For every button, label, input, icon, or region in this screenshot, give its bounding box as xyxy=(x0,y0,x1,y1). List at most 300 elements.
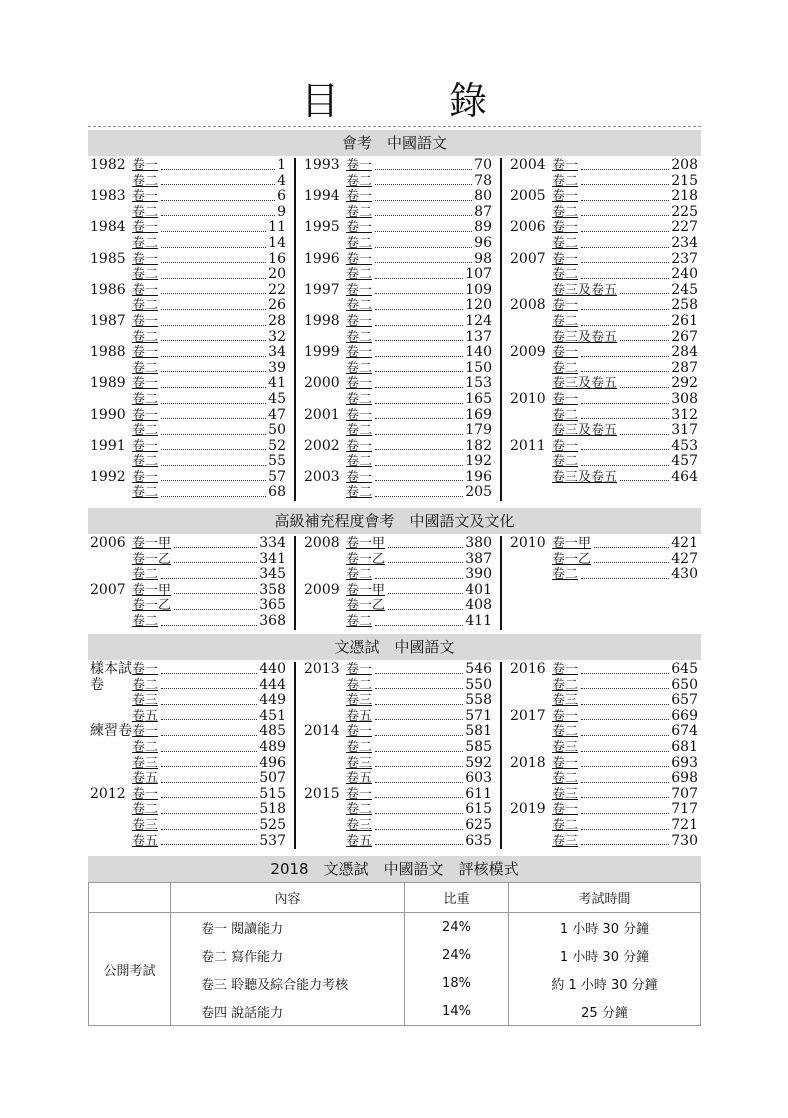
toc-entry[interactable] xyxy=(346,567,492,583)
toc-entry[interactable] xyxy=(132,536,286,552)
toc-items xyxy=(132,376,286,407)
toc-year: 1998 xyxy=(304,312,340,329)
dot-leader xyxy=(581,829,669,830)
page-number: 196 xyxy=(465,468,492,485)
toc-items xyxy=(552,536,698,583)
toc-entry[interactable] xyxy=(132,158,286,174)
toc-items xyxy=(346,536,492,583)
toc-entry[interactable] xyxy=(552,345,698,361)
paper-label: 卷三及卷五 xyxy=(552,282,618,298)
section-body xyxy=(88,536,701,630)
dot-leader xyxy=(581,719,669,720)
toc-entry[interactable] xyxy=(346,709,492,725)
toc-entry[interactable] xyxy=(346,220,492,236)
dot-leader xyxy=(161,293,266,294)
paper-label: 卷一 xyxy=(132,345,159,361)
toc-entry[interactable] xyxy=(346,485,492,501)
paper-label: 卷一乙 xyxy=(552,551,592,567)
toc-entry[interactable] xyxy=(346,361,492,377)
toc-entry[interactable] xyxy=(346,536,492,552)
page-number: 45 xyxy=(268,390,286,407)
toc-entry[interactable] xyxy=(346,598,492,614)
toc-entry[interactable] xyxy=(132,314,286,330)
dot-leader xyxy=(161,278,266,279)
toc-items xyxy=(346,345,492,376)
toc-entry[interactable] xyxy=(132,205,286,221)
paper-label: 卷一 xyxy=(552,708,579,724)
page-number: 365 xyxy=(259,597,286,614)
page-number: 730 xyxy=(671,832,698,849)
toc-items xyxy=(552,392,698,439)
paper-label: 卷一 xyxy=(552,438,579,454)
toc-entry[interactable] xyxy=(346,802,492,818)
dot-leader xyxy=(161,813,257,814)
toc-entry[interactable] xyxy=(132,330,286,346)
toc-entry[interactable] xyxy=(132,252,286,268)
dot-leader xyxy=(375,247,472,248)
toc-entry[interactable] xyxy=(346,740,492,756)
toc-entry[interactable] xyxy=(346,423,492,439)
toc-entry[interactable] xyxy=(346,787,492,803)
toc-entry[interactable] xyxy=(132,361,286,377)
paper-label: 卷一 xyxy=(346,220,373,236)
dot-leader xyxy=(388,547,463,548)
dot-leader xyxy=(375,200,472,201)
toc-group xyxy=(510,252,698,299)
toc-year: 2004 xyxy=(510,157,546,173)
table-header: 考試時間 xyxy=(509,883,701,913)
toc-entry[interactable] xyxy=(132,614,286,630)
page-number: 205 xyxy=(465,484,492,501)
paper-label: 卷三 xyxy=(132,817,159,833)
toc-entry[interactable] xyxy=(552,220,698,236)
toc-entry[interactable] xyxy=(132,376,286,392)
toc-items xyxy=(346,189,492,220)
paper-label: 卷二 xyxy=(346,677,373,693)
toc-entry[interactable] xyxy=(132,189,286,205)
toc-entry[interactable] xyxy=(132,408,286,424)
toc-entry[interactable] xyxy=(132,678,286,694)
toc-entry[interactable] xyxy=(552,709,698,725)
page-number: 430 xyxy=(671,566,698,583)
toc-entry[interactable] xyxy=(346,552,492,568)
toc-group xyxy=(304,583,492,630)
table-row xyxy=(89,997,701,1026)
page-number: 284 xyxy=(671,344,698,361)
toc-entry[interactable] xyxy=(346,158,492,174)
toc-year: 1985 xyxy=(90,250,126,267)
toc-entry[interactable] xyxy=(132,834,286,850)
dot-leader xyxy=(375,387,463,388)
toc-entry[interactable] xyxy=(552,189,698,205)
toc-year: 1993 xyxy=(304,157,340,173)
dot-leader xyxy=(161,844,257,845)
toc-group xyxy=(510,298,698,345)
toc-year: 2007 xyxy=(90,581,126,598)
dot-leader xyxy=(581,797,669,798)
toc-entry[interactable] xyxy=(552,408,698,424)
toc-entry[interactable] xyxy=(552,787,698,803)
toc-entry[interactable] xyxy=(552,756,698,772)
toc-entry[interactable] xyxy=(132,724,286,740)
toc-entry[interactable] xyxy=(552,283,698,299)
page-number: 9 xyxy=(277,203,286,220)
paper-label: 卷二 xyxy=(552,677,579,693)
page-number: 41 xyxy=(268,375,286,392)
paper-label: 卷二 xyxy=(552,204,579,220)
toc-year: 1992 xyxy=(90,468,126,485)
paper-label: 卷二 xyxy=(552,267,579,283)
toc-entry[interactable] xyxy=(552,361,698,377)
toc-entry[interactable] xyxy=(346,267,492,283)
page-number: 457 xyxy=(671,453,698,470)
toc-entry[interactable] xyxy=(346,205,492,221)
dot-leader xyxy=(375,480,463,481)
toc-entry[interactable] xyxy=(552,802,698,818)
toc-entry[interactable] xyxy=(132,220,286,236)
dot-leader xyxy=(375,262,472,263)
dot-leader xyxy=(161,387,266,388)
toc-entry[interactable] xyxy=(346,345,492,361)
toc-entry[interactable] xyxy=(552,376,698,392)
toc-entry[interactable] xyxy=(552,252,698,268)
page-number: 11 xyxy=(268,219,286,236)
dot-leader xyxy=(375,813,463,814)
content-cell: 卷二 寫作能力 xyxy=(171,941,405,969)
dot-leader xyxy=(581,418,669,419)
page-number: 32 xyxy=(268,328,286,345)
toc-entry[interactable] xyxy=(346,330,492,346)
toc-entry[interactable] xyxy=(346,392,492,408)
paper-label: 卷二 xyxy=(552,724,579,740)
time-cell: 約 1 小時 30 分鐘 xyxy=(509,969,701,997)
weight-cell: 14% xyxy=(405,997,509,1026)
toc-entry[interactable] xyxy=(132,485,286,501)
dot-leader xyxy=(620,387,669,388)
dot-leader xyxy=(161,200,275,201)
dot-leader xyxy=(161,262,266,263)
toc-entry[interactable] xyxy=(552,552,698,568)
toc-entry[interactable] xyxy=(552,678,698,694)
paper-label: 卷一 xyxy=(132,438,159,454)
toc-entry[interactable] xyxy=(346,583,492,599)
toc-entry[interactable] xyxy=(552,740,698,756)
page-number: 215 xyxy=(671,172,698,189)
page-number: 28 xyxy=(268,312,286,329)
toc-entry[interactable] xyxy=(552,423,698,439)
toc-items xyxy=(552,439,698,486)
dot-leader xyxy=(581,465,669,466)
toc-entry[interactable] xyxy=(552,158,698,174)
dot-leader xyxy=(375,356,463,357)
toc-entry[interactable] xyxy=(132,236,286,252)
paper-label: 卷二 xyxy=(132,204,159,220)
toc-entry[interactable] xyxy=(346,252,492,268)
toc-entry[interactable] xyxy=(552,174,698,190)
toc-year: 1986 xyxy=(90,281,126,298)
dot-leader xyxy=(581,403,669,404)
paper-label: 卷三及卷五 xyxy=(552,376,618,392)
dot-leader xyxy=(375,169,472,170)
page-number: 669 xyxy=(671,707,698,724)
page-number: 693 xyxy=(671,754,698,771)
toc-entry[interactable] xyxy=(346,724,492,740)
toc-entry[interactable] xyxy=(346,298,492,314)
page-number: 22 xyxy=(268,281,286,298)
page-number: 341 xyxy=(259,550,286,567)
paper-label: 卷二 xyxy=(132,485,159,501)
paper-label: 卷三 xyxy=(552,693,579,709)
toc-entry[interactable] xyxy=(552,267,698,283)
toc-entry[interactable] xyxy=(132,283,286,299)
paper-label: 卷三 xyxy=(132,755,159,771)
paper-label: 卷一 xyxy=(132,376,159,392)
toc-entry[interactable] xyxy=(552,470,698,486)
page-number: 464 xyxy=(671,468,698,485)
dot-leader xyxy=(161,340,266,341)
page-number: 137 xyxy=(465,328,492,345)
toc-entry[interactable] xyxy=(552,330,698,346)
paper-label: 卷一 xyxy=(552,298,579,314)
toc-entry[interactable] xyxy=(132,662,286,678)
table-row xyxy=(89,913,701,942)
paper-label: 卷二 xyxy=(132,423,159,439)
dot-leader xyxy=(388,609,463,610)
dot-leader xyxy=(161,751,257,752)
dot-leader xyxy=(375,434,463,435)
toc-group xyxy=(90,189,286,220)
page-number: 449 xyxy=(259,692,286,709)
toc-entry[interactable] xyxy=(132,174,286,190)
page-number: 650 xyxy=(671,676,698,693)
dot-leader xyxy=(174,609,257,610)
page-number: 57 xyxy=(268,468,286,485)
page-number: 592 xyxy=(465,754,492,771)
paper-label: 卷一 xyxy=(552,755,579,771)
page-number: 581 xyxy=(465,723,492,740)
assessment-table xyxy=(88,882,701,1026)
toc-items xyxy=(132,314,286,345)
page-number: 120 xyxy=(465,297,492,314)
toc-entry[interactable] xyxy=(132,787,286,803)
toc-group xyxy=(304,408,492,439)
page-number: 721 xyxy=(671,816,698,833)
toc-entry[interactable] xyxy=(552,693,698,709)
toc-entry[interactable] xyxy=(132,552,286,568)
toc-entry[interactable] xyxy=(132,267,286,283)
toc-year: 1987 xyxy=(90,312,126,329)
toc-items xyxy=(346,787,492,849)
dot-leader xyxy=(161,673,257,674)
toc-group xyxy=(510,756,698,803)
page-number: 234 xyxy=(671,234,698,251)
toc-items xyxy=(132,787,286,849)
toc-entry[interactable] xyxy=(346,771,492,787)
toc-year: 2018 xyxy=(510,754,546,771)
toc-items xyxy=(552,756,698,803)
toc-year: 2011 xyxy=(510,437,546,454)
toc-entry[interactable] xyxy=(132,470,286,486)
paper-label: 卷二 xyxy=(346,739,373,755)
dot-leader xyxy=(161,797,257,798)
toc-entry[interactable] xyxy=(346,662,492,678)
toc-entry[interactable] xyxy=(346,756,492,772)
toc-year: 2009 xyxy=(304,581,340,598)
dot-leader xyxy=(581,688,669,689)
toc-entry[interactable] xyxy=(346,408,492,424)
dot-leader xyxy=(161,403,266,404)
dot-leader xyxy=(161,325,266,326)
dot-leader xyxy=(581,247,669,248)
toc-entry[interactable] xyxy=(346,174,492,190)
toc-entry[interactable] xyxy=(346,454,492,470)
paper-label: 卷一 xyxy=(346,251,373,267)
toc-group xyxy=(90,470,286,501)
toc-entry[interactable] xyxy=(552,567,698,583)
page-number: 237 xyxy=(671,250,698,267)
toc-entry[interactable] xyxy=(132,756,286,772)
toc-entry[interactable] xyxy=(132,771,286,787)
toc-year: 2000 xyxy=(304,375,340,392)
paper-label: 卷五 xyxy=(346,833,373,849)
toc-group xyxy=(304,376,492,407)
page-number: 26 xyxy=(268,297,286,314)
toc-entry[interactable] xyxy=(132,693,286,709)
toc-entry[interactable] xyxy=(552,536,698,552)
toc-items xyxy=(132,158,286,189)
toc-entry[interactable] xyxy=(346,818,492,834)
toc-entry[interactable] xyxy=(132,567,286,583)
section-body xyxy=(88,158,701,501)
dot-leader xyxy=(581,766,669,767)
toc-entry[interactable] xyxy=(346,314,492,330)
toc-items xyxy=(552,189,698,220)
toc-year: 2019 xyxy=(510,801,546,818)
page-number: 192 xyxy=(465,453,492,470)
page-number: 80 xyxy=(474,188,492,205)
toc-entry[interactable] xyxy=(346,283,492,299)
toc-entry[interactable] xyxy=(346,693,492,709)
dot-leader xyxy=(161,829,257,830)
toc-entry[interactable] xyxy=(552,298,698,314)
toc-entry[interactable] xyxy=(346,470,492,486)
toc-entry[interactable] xyxy=(132,802,286,818)
toc-entry[interactable] xyxy=(552,205,698,221)
paper-label: 卷五 xyxy=(132,708,159,724)
dot-leader xyxy=(594,562,669,563)
toc-entry[interactable] xyxy=(132,818,286,834)
dot-leader xyxy=(581,704,669,705)
toc-entry[interactable] xyxy=(346,834,492,850)
dot-leader xyxy=(161,215,275,216)
toc-entry[interactable] xyxy=(132,709,286,725)
page-number: 485 xyxy=(259,723,286,740)
toc-entry[interactable] xyxy=(132,298,286,314)
paper-label: 卷五 xyxy=(132,771,159,787)
toc-entry[interactable] xyxy=(132,740,286,756)
toc-entry[interactable] xyxy=(132,454,286,470)
toc-entry[interactable] xyxy=(552,662,698,678)
toc-entry[interactable] xyxy=(552,439,698,455)
paper-label: 卷二 xyxy=(346,423,373,439)
toc-entry[interactable] xyxy=(552,392,698,408)
paper-label: 卷三 xyxy=(552,833,579,849)
dot-leader xyxy=(161,782,257,783)
toc-entry[interactable] xyxy=(552,454,698,470)
toc-entry[interactable] xyxy=(346,376,492,392)
paper-label: 卷二 xyxy=(552,817,579,833)
toc-year: 2013 xyxy=(304,661,340,677)
paper-label: 卷一 xyxy=(132,662,159,677)
toc-items xyxy=(552,220,698,251)
page-number: 585 xyxy=(465,738,492,755)
toc-entry[interactable] xyxy=(346,236,492,252)
toc-entry[interactable] xyxy=(552,314,698,330)
toc-entry[interactable] xyxy=(346,614,492,630)
toc-items xyxy=(346,662,492,724)
paper-label: 卷二 xyxy=(346,613,373,629)
toc-items xyxy=(346,408,492,439)
toc-entry[interactable] xyxy=(132,583,286,599)
toc-entry[interactable] xyxy=(132,345,286,361)
paper-label: 卷二 xyxy=(552,235,579,251)
paper-label: 卷二 xyxy=(132,567,159,583)
toc-year: 2010 xyxy=(510,390,546,407)
toc-items xyxy=(552,709,698,756)
toc-entry[interactable] xyxy=(552,236,698,252)
toc-entry[interactable] xyxy=(346,439,492,455)
paper-label: 卷一乙 xyxy=(132,598,172,614)
toc-entry[interactable] xyxy=(132,598,286,614)
toc-entry[interactable] xyxy=(552,771,698,787)
toc-entry[interactable] xyxy=(346,678,492,694)
content-cell: 卷四 說話能力 xyxy=(171,997,405,1026)
page-number: 401 xyxy=(465,581,492,598)
page-number: 98 xyxy=(474,250,492,267)
toc-year: 1982 xyxy=(90,157,126,173)
toc-year: 2015 xyxy=(304,785,340,802)
dot-leader xyxy=(161,309,266,310)
dot-leader xyxy=(581,356,669,357)
dot-leader xyxy=(161,184,275,185)
page-number: 20 xyxy=(268,266,286,283)
dot-leader xyxy=(581,813,669,814)
toc-year: 2014 xyxy=(304,723,340,740)
page-number: 261 xyxy=(671,312,698,329)
paper-label: 卷一 xyxy=(132,407,159,423)
toc-entry[interactable] xyxy=(132,439,286,455)
dot-leader xyxy=(375,829,463,830)
dot-leader xyxy=(161,480,266,481)
paper-label: 卷二 xyxy=(132,360,159,376)
toc-entry[interactable] xyxy=(552,834,698,850)
page-number: 390 xyxy=(465,566,492,583)
toc-group xyxy=(510,536,698,583)
dot-leader xyxy=(161,169,275,170)
toc-entry[interactable] xyxy=(132,423,286,439)
toc-entry[interactable] xyxy=(346,189,492,205)
paper-label: 卷三及卷五 xyxy=(552,469,618,485)
toc-items xyxy=(132,662,286,724)
toc-entry[interactable] xyxy=(552,818,698,834)
page-number: 68 xyxy=(268,484,286,501)
page-number: 227 xyxy=(671,219,698,236)
toc-entry[interactable] xyxy=(132,392,286,408)
toc-entry[interactable] xyxy=(552,724,698,740)
page-number: 525 xyxy=(259,816,286,833)
toc-items xyxy=(346,158,492,189)
toc-items xyxy=(132,536,286,583)
